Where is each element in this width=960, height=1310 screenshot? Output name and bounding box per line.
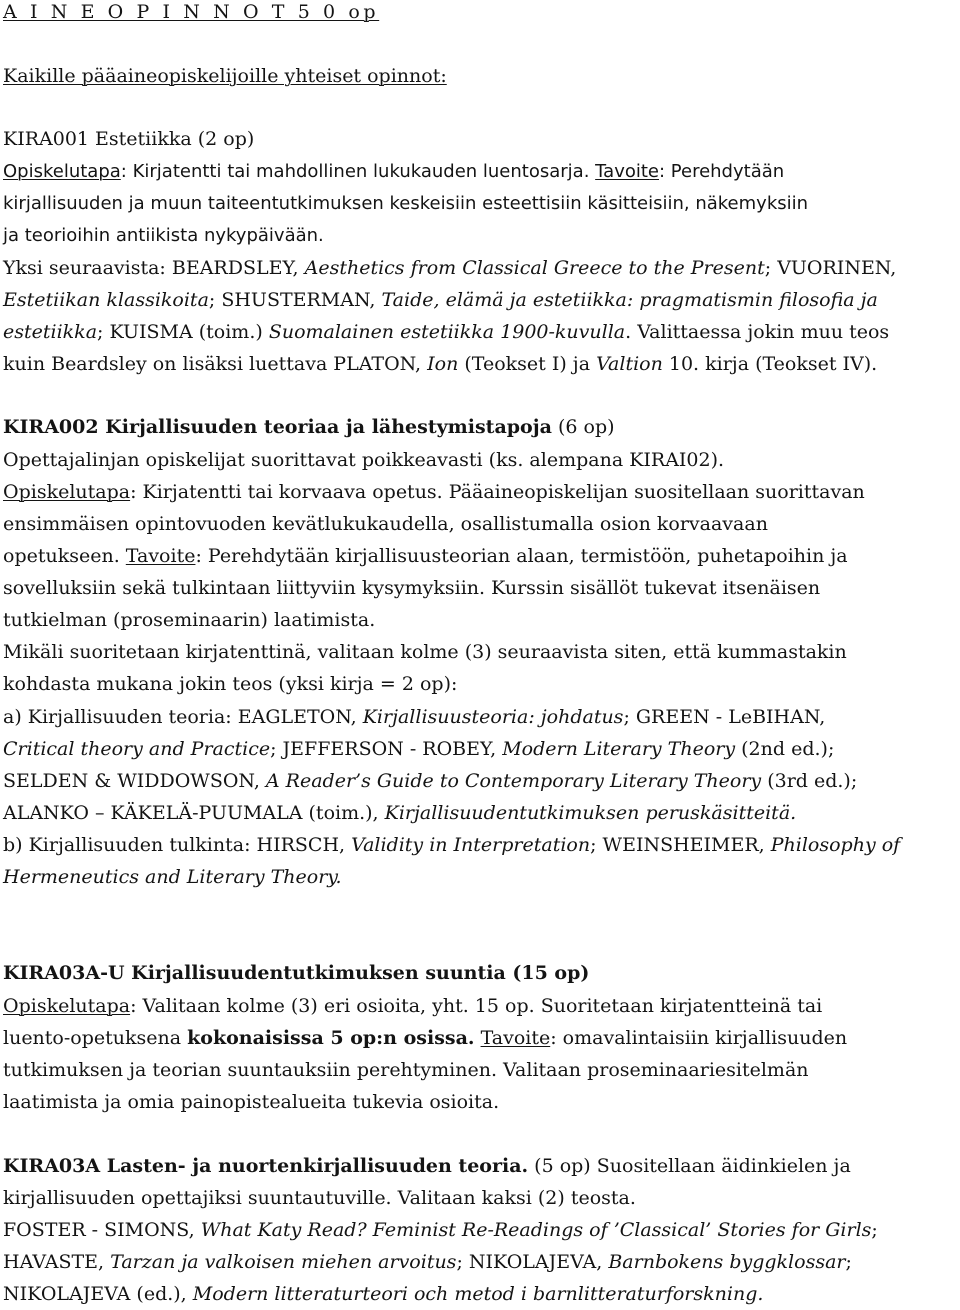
page-title: A I N E O P I N N O T 5 0 op <box>3 1 380 23</box>
kira03a-u-title: KIRA03A-U Kirjallisuudentutkimuksen suuntia (15 op) <box>3 962 590 984</box>
kira002-a-book-5: Kirjallisuudentutkimuksen peruskäsitteitä. <box>384 802 797 824</box>
kira001-sep-3: ; KUISMA (toim.) <box>97 321 269 343</box>
kira002-line-5: sovelluksiin sekä tulkintaan liittyviin kysymyksiin. Kurssin sisällöt tukevat itsenäisen <box>3 577 821 599</box>
kira002-line-6: tutkielman (proseminaarin) laatimista. <box>3 609 376 631</box>
kira002-line-4 <box>3 544 848 568</box>
kira03a-u-line-2 <box>3 1026 847 1050</box>
kira001-book-1: Aesthetics from Classical Greece to the Present <box>304 257 765 279</box>
kira03a-u-method-label: Opiskelutapa <box>3 995 131 1017</box>
kira03a-u-line-2a: luento-opetuksena <box>3 1027 188 1049</box>
kira001-books-line-3 <box>3 320 889 344</box>
kira002-goal-text: : Perehdytään kirjallisuusteorian alaan, termistöön, puhetapoihin ja <box>195 545 848 567</box>
kira002-a-line-3a: SELDEN & WIDDOWSON, <box>3 770 266 792</box>
kira001-line-2: kirjallisuuden ja muun taiteentutkimuksen keskeisiin esteettisiin käsitteisiin, näkemyksiin <box>3 193 809 214</box>
kira03a-book-2: Tarzan ja valkoisen miehen arvoitus <box>110 1251 457 1273</box>
kira03a-sep-1: ; <box>871 1219 878 1241</box>
kira001-credits: (2 op) <box>197 128 255 150</box>
kira03a-u-goal-text: : omavalintaisiin kirjallisuuden <box>550 1027 848 1049</box>
kira002-a-line-1 <box>3 705 825 729</box>
kira001-note-2a: kuin Beardsley on lisäksi luettava PLATON, <box>3 353 428 375</box>
kira002-a-line-3 <box>3 769 857 793</box>
kira001-goal-text: : Perehdytään <box>659 161 785 182</box>
kira03a-book-1: What Katy Read? Feminist Re-Readings of ’Classical’ Stories for Girls <box>200 1219 872 1241</box>
kira002-method-text: : Kirjatentti tai korvaava opetus. Pääaineopiskelijan suositellaan suorittavan <box>130 481 865 503</box>
kira03a-line-5a: NIKOLAJEVA (ed.), <box>3 1283 193 1305</box>
kira03a-u-goal-label: Tavoite <box>480 1027 551 1049</box>
kira001-sep-2: ; SHUSTERMAN, <box>208 289 382 311</box>
kira001-sep-1: ; VUORINEN, <box>764 257 897 279</box>
kira001-note: . Valittaessa jokin muu teos <box>625 321 890 343</box>
kira03a-title: KIRA03A Lasten- ja nuortenkirjallisuuden teoria. <box>3 1155 529 1177</box>
kira002-heading <box>3 415 615 439</box>
kira03a-sep-3: ; <box>845 1251 852 1273</box>
kira001-method-label: Opiskelutapa <box>3 161 121 182</box>
kira002-line-8: kohdasta mukana jokin teos (yksi kirja = 2 op): <box>3 673 458 695</box>
kira03a-line-3 <box>3 1218 878 1242</box>
kira001-method-text: : Kirjatentti tai mahdollinen lukukauden luentosarja. <box>120 161 596 182</box>
kira002-line-3: ensimmäisen opintovuoden kevätlukukaudella, osallistumalla osion korvaavaan <box>3 513 768 535</box>
kira001-valtion: Valtion <box>596 353 663 375</box>
kira03a-book-4: Modern litteraturteori och metod i barnlitteraturforskning. <box>192 1283 764 1305</box>
kira002-a-intro: a) Kirjallisuuden teoria: EAGLETON, <box>3 706 363 728</box>
kira002-b-book-1: Validity in Interpretation <box>351 834 591 856</box>
kira001-title: KIRA001 Estetiikka <box>3 128 192 150</box>
kira001-book-2: Estetiikan klassikoita <box>3 289 209 311</box>
kira001-line-1 <box>3 160 784 184</box>
kira002-b-book-2: Philosophy of <box>770 834 901 856</box>
kira002-b-intro: b) Kirjallisuuden tulkinta: HIRSCH, <box>3 834 352 856</box>
kira002-a-line-2 <box>3 737 834 761</box>
kira002-line-7: Mikäli suoritetaan kirjatenttinä, valitaan kolme (3) seuraavista siten, että kummastakin <box>3 641 847 663</box>
kira001-book-4: Suomalainen estetiikka 1900-kuvulla <box>268 321 626 343</box>
kira001-heading <box>3 127 254 151</box>
kira03a-u-line-3: tutkimuksen ja teorian suuntauksiin perehtyminen. Valitaan proseminaariesitelmän <box>3 1059 809 1081</box>
kira03a-line-2: kirjallisuuden opettajiksi suuntautuville. Valitaan kaksi (2) teosta. <box>3 1187 636 1209</box>
kira002-b-sep-1: ; WEINSHEIMER, <box>590 834 771 856</box>
kira001-note-2b: (Teokset I) ja <box>458 353 597 375</box>
kira001-note-2c: 10. kirja (Teokset IV). <box>662 353 878 375</box>
kira001-book-3: Taide, elämä ja estetiikka: pragmatismin filosofia ja <box>381 289 878 311</box>
kira002-line-4a: opetukseen. <box>3 545 126 567</box>
kira001-books-line-2 <box>3 288 878 312</box>
kira03a-sep-2: ; NIKOLAJEVA, <box>456 1251 609 1273</box>
kira002-b-line-1 <box>3 833 900 857</box>
kira03a-u-line-4: laatimista ja omia painopistealueita tukevia osioita. <box>3 1091 500 1113</box>
kira002-a-sep-1: ; GREEN - LeBIHAN, <box>623 706 826 728</box>
kira002-a-sep-4: (3rd ed.); <box>761 770 858 792</box>
kira002-goal-label: Tavoite <box>125 545 196 567</box>
kira001-books-line-1 <box>3 256 896 280</box>
kira002-a-book-3: Modern Literary Theory <box>502 738 736 760</box>
kira001-line-3: ja teorioihin antiikista nykypäivään. <box>3 225 324 246</box>
kira002-a-line-4 <box>3 801 796 825</box>
kira03a-line-4 <box>3 1250 852 1274</box>
kira03a-u-line-2b: kokonaisissa 5 op:n osissa. <box>187 1027 475 1049</box>
kira03a-u-line-1 <box>3 994 822 1018</box>
kira002-a-book-2: Critical theory and Practice <box>3 738 271 760</box>
kira002-title: KIRA002 Kirjallisuuden teoriaa ja lähestymistapoja <box>3 416 552 438</box>
kira001-books-line-4 <box>3 352 877 376</box>
kira001-books-intro: Yksi seuraavista: BEARDSLEY, <box>3 257 305 279</box>
kira002-credits: (6 op) <box>551 416 615 438</box>
kira03a-book-3: Barnbokens byggklossar <box>608 1251 846 1273</box>
kira002-line-2 <box>3 480 865 504</box>
kira002-b-line-2: Hermeneutics and Literary Theory. <box>3 866 342 888</box>
kira03a-line-3a: FOSTER - SIMONS, <box>3 1219 201 1241</box>
kira03a-line-1 <box>3 1154 851 1178</box>
kira002-method-label: Opiskelutapa <box>3 481 131 503</box>
kira03a-line-5 <box>3 1282 763 1306</box>
kira002-line-1: Opettajalinjan opiskelijat suorittavat poikkeavasti (ks. alempana KIRAI02). <box>3 449 725 471</box>
kira002-a-book-4: A Reader’s Guide to Contemporary Literary Theory <box>265 770 762 792</box>
kira03a-u-method-text: : Valitaan kolme (3) eri osioita, yht. 15 op. Suoritetaan kirjatentteinä tai <box>130 995 823 1017</box>
kira002-a-book-1: Kirjallisuusteoria: johdatus <box>362 706 624 728</box>
kira001-book-3b: estetiikka <box>3 321 98 343</box>
kira001-goal-label: Tavoite <box>595 161 659 182</box>
kira002-a-sep-3: (2nd ed.); <box>735 738 835 760</box>
kira001-ion: Ion <box>427 353 459 375</box>
kira002-a-line-4a: ALANKO – KÄKELÄ-PUUMALA (toim.), <box>3 802 385 824</box>
kira002-a-sep-2: ; JEFFERSON - ROBEY, <box>270 738 503 760</box>
section-subtitle: Kaikille pääaineopiskelijoille yhteiset opinnot: <box>3 65 447 87</box>
kira03a-line-4a: HAVASTE, <box>3 1251 111 1273</box>
kira03a-line-1b: (5 op) Suositellaan äidinkielen ja <box>528 1155 851 1177</box>
